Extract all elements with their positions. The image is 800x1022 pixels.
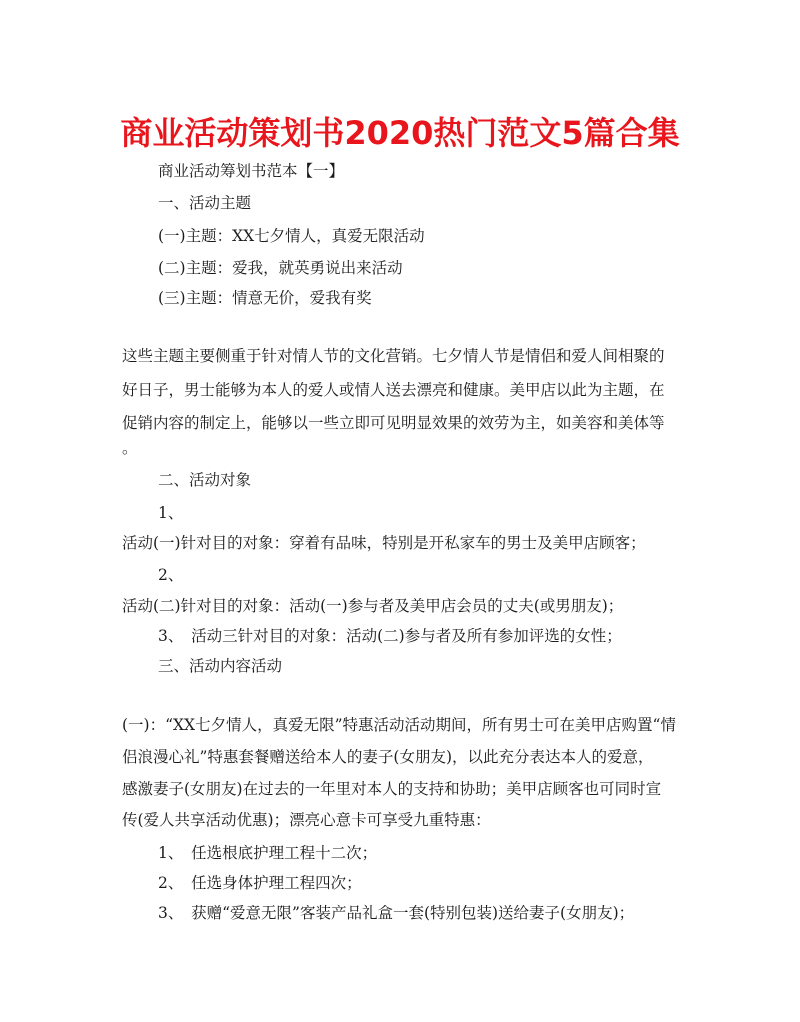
list-number: 2、 — [158, 566, 184, 584]
paragraph-line: 传(爱人共享活动优惠)；漂亮心意卡可享受九重特惠： — [122, 811, 491, 829]
document-title: 商业活动策划书2020热门范文5篇合集 — [120, 114, 680, 152]
list-item: 1、 任选根底护理工程十二次； — [158, 844, 378, 862]
theme-item: (二)主题：爱我，就英勇说出来活动 — [158, 259, 403, 277]
list-item: 3、 获赠“爱意无限”客装产品礼盒一套(特别包装)送给妻子(女朋友)； — [158, 904, 635, 922]
paragraph-line: (一)：“XX七夕情人，真爱无限”特惠活动活动期间，所有男士可在美甲店购置“情 — [122, 716, 676, 734]
list-item: 2、 任选身体护理工程四次； — [158, 874, 362, 892]
paragraph-line: 这些主题主要侧重于针对情人节的文化营销。七夕情人节是情侣和爱人间相聚的 — [122, 347, 665, 365]
list-number: 1、 — [158, 504, 184, 522]
subsection-heading: 三、活动内容活动 — [158, 657, 283, 675]
list-item: 3、 活动三针对目的对象：活动(二)参与者及所有参加评选的女性； — [158, 627, 622, 645]
section-heading: 商业活动筹划书范本【一】 — [158, 162, 345, 180]
paragraph-line: 活动(二)针对目的对象：活动(一)参与者及美甲店会员的丈夫(或男朋友)； — [122, 597, 624, 615]
paragraph-line: 侣浪漫心礼”特惠套餐赠送给本人的妻子(女朋友)，以此充分表达本人的爱意， — [122, 748, 654, 766]
subsection-heading: 一、活动主题 — [158, 194, 252, 212]
paragraph-line: 。 — [122, 439, 138, 457]
subsection-heading: 二、活动对象 — [158, 471, 252, 489]
paragraph-line: 促销内容的制定上，能够以一些立即可见明显效果的效劳为主，如美容和美体等 — [122, 414, 665, 432]
paragraph-line: 好日子，男士能够为本人的爱人或情人送去漂亮和健康。美甲店以此为主题，在 — [122, 381, 665, 399]
paragraph-line: 感激妻子(女朋友)在过去的一年里对本人的支持和协助；美甲店顾客也可同时宣 — [122, 780, 662, 798]
paragraph-line: 活动(一)针对目的对象：穿着有品味，特别是开私家车的男士及美甲店顾客； — [122, 534, 646, 552]
theme-item: (三)主题：情意无价，爱我有奖 — [158, 289, 372, 307]
theme-item: (一)主题：XX七夕情人，真爱无限活动 — [158, 227, 425, 245]
